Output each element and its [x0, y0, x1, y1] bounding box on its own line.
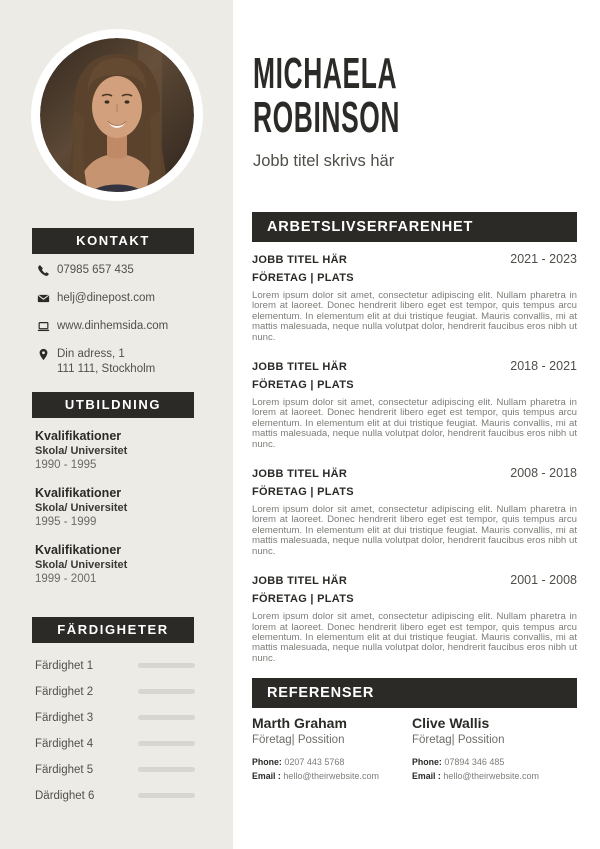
- references-list: [252, 714, 592, 783]
- skill-label: Färdighet 3: [35, 711, 94, 724]
- skill-label: Färdighet 5: [35, 763, 94, 776]
- references-section-heading: REFERENSER: [252, 678, 577, 708]
- skill-label: Färdighet 2: [35, 685, 94, 698]
- job-title: Jobb titel skrivs här: [253, 152, 395, 170]
- experience-dates: 2008 - 2018: [510, 466, 577, 481]
- experience-job-title: JOBB TITEL HÄR: [252, 468, 348, 481]
- experience-entry: [252, 573, 577, 664]
- education-school: Skola/ Universitet: [35, 502, 128, 514]
- education-qualification: Kvalifikationer: [35, 486, 122, 500]
- skill-bar-track: [138, 689, 195, 694]
- skills-section-heading: FÄRDIGHETER: [32, 617, 194, 643]
- last-name: ROBINSON: [253, 93, 401, 142]
- experience-entry: [252, 359, 577, 450]
- contact-row-phone: [37, 263, 207, 278]
- experience-description: Lorem ipsum dolor sit amet, consectetur adipiscing elit. Nullam pharetra in lorem at laoreet. Donec hendrerit libero eget est tempor, quis tempus arcu elementum. In elementum elit at dui tristique feugiat. Mauris convallis, mi at mattis malesuada, neque nulla volutpat dolor, hendrerit faucibus eros nibh ut nunc.: [252, 397, 577, 450]
- education-school: Skola/ Universitet: [35, 559, 128, 571]
- education-qualification: Kvalifikationer: [35, 429, 122, 443]
- experience-job-title: JOBB TITEL HÄR: [252, 575, 348, 588]
- contact-phone-value: 07985 657 435: [57, 264, 134, 276]
- profile-photo-frame: [31, 29, 203, 201]
- experience-entry-head: [252, 359, 577, 374]
- skill-row: [35, 763, 195, 776]
- skill-row: [35, 737, 195, 750]
- experience-section-heading: ARBETSLIVSERFARENHET: [252, 212, 577, 242]
- reference-email-value: hello@theirwebsite.com: [443, 771, 540, 781]
- experience-dates: 2021 - 2023: [510, 252, 577, 266]
- reference-entry: [412, 714, 592, 783]
- contact-email-value: helj@dinepost.com: [57, 292, 155, 304]
- address-line-2: 111 111, Stockholm: [57, 363, 156, 375]
- skill-row: [35, 789, 195, 802]
- contact-row-email: [37, 291, 207, 306]
- skill-label: Färdighet 1: [35, 659, 94, 672]
- education-years: 1999 - 2001: [35, 573, 97, 585]
- phone-icon: [37, 264, 50, 277]
- experience-company: FÖRETAG | PLATS: [252, 486, 354, 499]
- skill-bar-track: [138, 767, 195, 772]
- person-name: [253, 49, 401, 142]
- contact-website-value: www.dinhemsida.com: [57, 320, 169, 332]
- location-icon: [37, 348, 50, 361]
- experience-entry-head: [252, 573, 577, 588]
- address-line-1: Din adress, 1: [57, 348, 125, 360]
- experience-entry-head: [252, 466, 577, 481]
- skill-row: [35, 685, 195, 698]
- experience-job-title: JOBB TITEL HÄR: [252, 254, 348, 266]
- education-school: Skola/ Universitet: [35, 445, 128, 457]
- reference-email: [412, 769, 592, 783]
- profile-photo: [40, 38, 194, 192]
- skill-bar-track: [138, 663, 195, 668]
- experience-entry-head: [252, 252, 577, 267]
- education-list: [35, 429, 205, 600]
- experience-job-title: JOBB TITEL HÄR: [252, 361, 348, 374]
- experience-company: FÖRETAG | PLATS: [252, 272, 354, 284]
- education-section-heading: UTBILDNING: [32, 392, 194, 418]
- reference-phone-value: 07894 346 485: [444, 757, 505, 767]
- experience-dates: 2018 - 2021: [510, 359, 577, 374]
- reference-email-label: Email :: [412, 771, 441, 781]
- skill-row: [35, 711, 195, 724]
- reference-company: Företag| Possition: [412, 734, 505, 746]
- education-item: [35, 429, 205, 472]
- reference-phone: [412, 755, 592, 769]
- skill-bar-track: [138, 793, 195, 798]
- skill-bar-track: [138, 715, 195, 720]
- education-item: [35, 486, 205, 529]
- reference-email-label: Email :: [252, 771, 281, 781]
- contact-section-heading: KONTAKT: [32, 228, 194, 254]
- contact-list: [37, 263, 207, 390]
- experience-description: Lorem ipsum dolor sit amet, consectetur adipiscing elit. Nullam pharetra in lorem at laoreet. Donec hendrerit libero eget est tempor, quis tempus arcu elementum. In elementum elit at dui tristique feugiat. Mauris convallis, mi at mattis malesuada, neque nulla volutpat dolor, hendrerit faucibus eros nibh ut nunc.: [252, 611, 577, 664]
- education-years: 1995 - 1999: [35, 516, 97, 528]
- email-icon: [37, 292, 50, 305]
- skills-list: [35, 659, 195, 815]
- experience-list: [252, 252, 577, 680]
- education-item: [35, 543, 205, 586]
- skill-label: Därdighet 6: [35, 789, 95, 802]
- contact-row-address: [37, 347, 207, 377]
- sidebar: [0, 0, 233, 849]
- reference-company: Företag| Possition: [252, 734, 345, 746]
- skill-row: [35, 659, 195, 672]
- reference-phone: [252, 755, 412, 769]
- skill-bar-track: [138, 741, 195, 746]
- experience-entry: [252, 466, 577, 557]
- reference-entry: [252, 714, 412, 783]
- reference-phone-value: 0207 443 5768: [284, 757, 345, 767]
- education-years: 1990 - 1995: [35, 459, 97, 471]
- main-column: [233, 0, 600, 849]
- contact-address-value: [57, 347, 155, 377]
- website-icon: [37, 320, 50, 333]
- education-qualification: Kvalifikationer: [35, 543, 122, 557]
- reference-name: Marth Graham: [252, 715, 347, 731]
- experience-description: Lorem ipsum dolor sit amet, consectetur adipiscing elit. Nullam pharetra in lorem at laoreet. Donec hendrerit libero eget est tempor, quis tempus arcu elementum. In elementum elit at dui tristique feugiat. Mauris convallis, mi at mattis malesuada, neque nulla volutpat dolor, hendrerit faucibus eros nibh ut nunc.: [252, 504, 577, 557]
- contact-row-website: [37, 319, 207, 334]
- reference-email-value: hello@theirwebsite.com: [283, 771, 380, 781]
- experience-company: FÖRETAG | PLATS: [252, 379, 354, 392]
- reference-phone-label: Phone:: [252, 757, 282, 767]
- skill-label: Färdighet 4: [35, 737, 94, 750]
- first-name: MICHAELA: [253, 49, 398, 98]
- reference-phone-label: Phone:: [412, 757, 442, 767]
- experience-description: Lorem ipsum dolor sit amet, consectetur adipiscing elit. Nullam pharetra in lorem at laoreet. Donec hendrerit libero eget est tempor, quis tempus arcu elementum. In elementum elit at dui tristique feugiat. Mauris convallis, mi at mattis malesuada, neque nulla volutpat dolor, hendrerit faucibus eros nibh ut nunc.: [252, 290, 577, 343]
- experience-entry: [252, 252, 577, 343]
- experience-company: FÖRETAG | PLATS: [252, 593, 354, 606]
- reference-email: [252, 769, 412, 783]
- reference-name: Clive Wallis: [412, 715, 490, 731]
- experience-dates: 2001 - 2008: [510, 573, 577, 588]
